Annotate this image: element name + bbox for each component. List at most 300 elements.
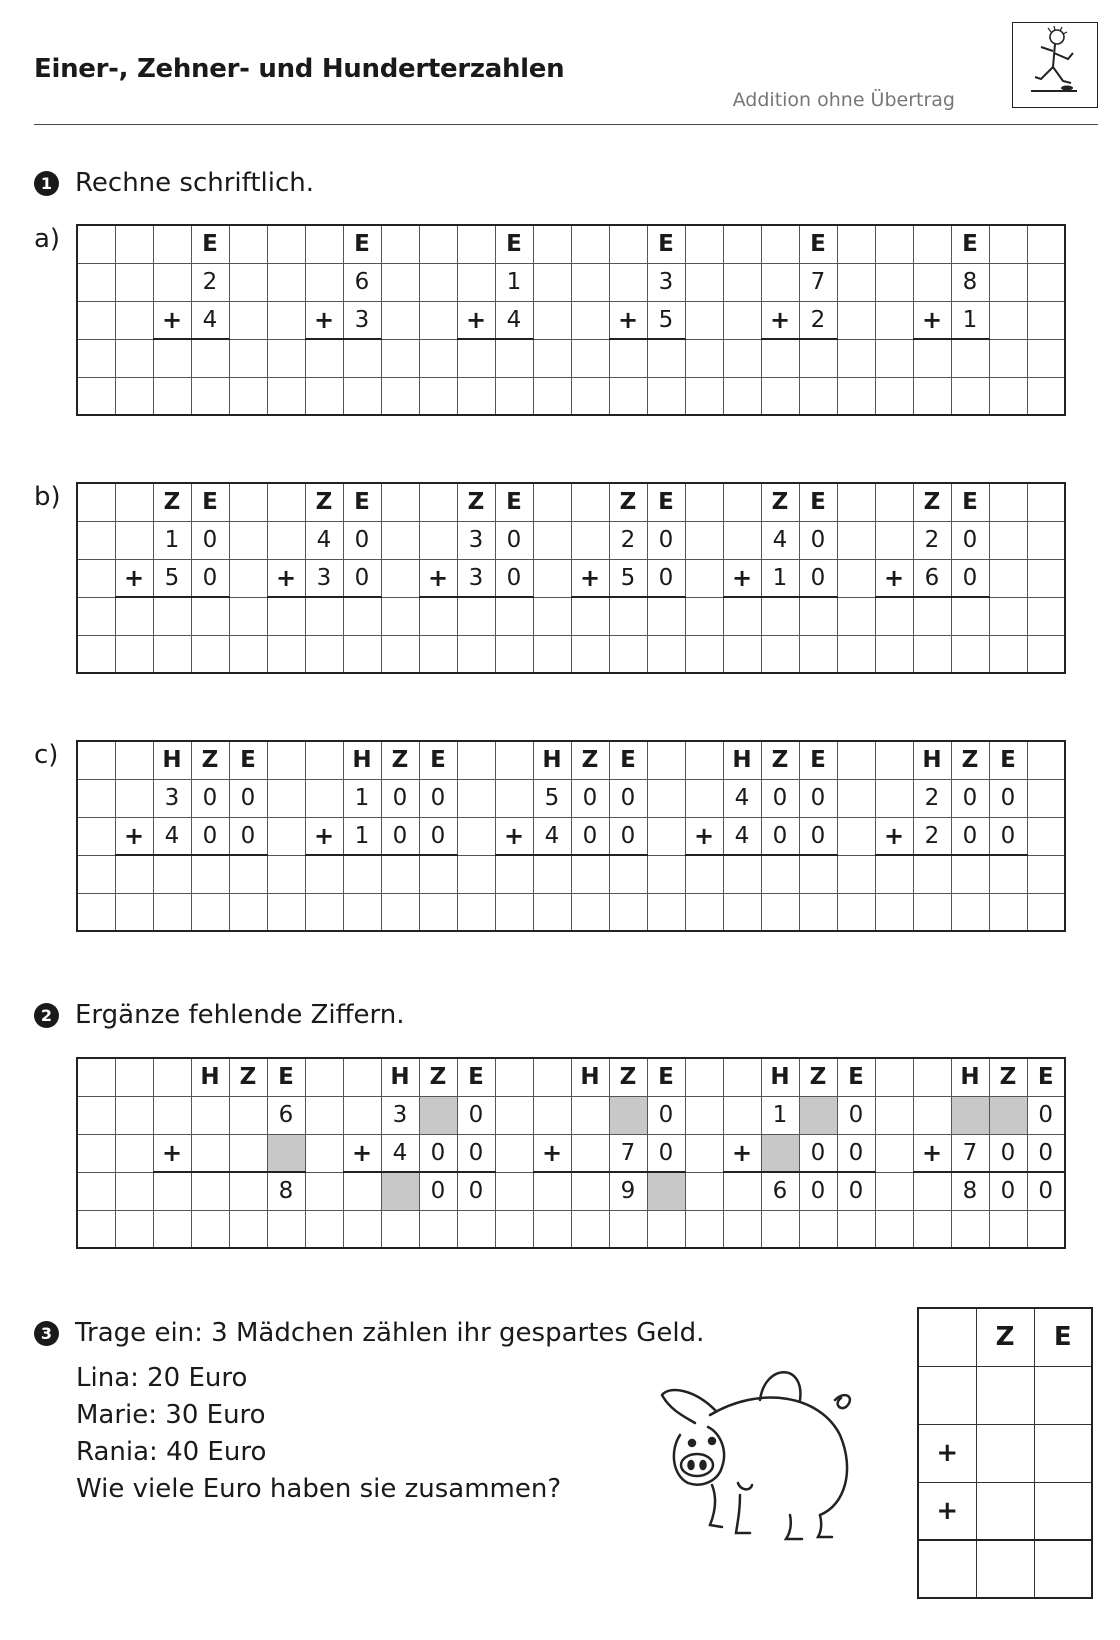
grid-cell[interactable] — [305, 1134, 343, 1172]
grid-cell[interactable] — [267, 521, 305, 559]
plus-sign[interactable]: + — [571, 559, 609, 597]
digit-cell[interactable]: 2 — [913, 779, 951, 817]
grid-cell[interactable] — [685, 741, 723, 779]
place-value-header[interactable]: E — [799, 741, 837, 779]
grid-cell[interactable] — [685, 225, 723, 263]
grid-cell[interactable] — [115, 741, 153, 779]
grid-cell[interactable] — [1027, 301, 1065, 339]
place-value-header[interactable]: Z — [951, 741, 989, 779]
place-value-header[interactable]: E — [951, 483, 989, 521]
digit-cell[interactable]: 7 — [951, 1134, 989, 1172]
place-value-header[interactable]: E — [837, 1058, 875, 1096]
answer-cell[interactable] — [976, 1366, 1034, 1424]
answer-cell[interactable] — [976, 1540, 1034, 1598]
grid-cell[interactable] — [875, 339, 913, 377]
grid-cell[interactable] — [837, 301, 875, 339]
answer-cell[interactable] — [918, 1308, 976, 1366]
grid-cell[interactable] — [381, 1210, 419, 1248]
grid-cell[interactable] — [115, 597, 153, 635]
digit-cell[interactable]: 3 — [343, 301, 381, 339]
answer-cell[interactable] — [918, 1540, 976, 1598]
plus-sign[interactable]: + — [723, 559, 761, 597]
grid-cell[interactable] — [77, 225, 115, 263]
grid-cell[interactable] — [723, 521, 761, 559]
digit-cell[interactable]: 0 — [191, 817, 229, 855]
digit-cell[interactable]: 7 — [609, 1134, 647, 1172]
grid-cell[interactable] — [647, 855, 685, 893]
grid-cell[interactable] — [381, 225, 419, 263]
grid-cell[interactable] — [267, 301, 305, 339]
digit-cell[interactable]: 6 — [761, 1172, 799, 1210]
grid-cell[interactable] — [913, 377, 951, 415]
grid-cell[interactable] — [229, 893, 267, 931]
digit-cell[interactable]: 0 — [419, 779, 457, 817]
grid-cell[interactable] — [191, 1210, 229, 1248]
grid-cell[interactable] — [837, 1210, 875, 1248]
grid-cell[interactable] — [609, 1210, 647, 1248]
grid-cell[interactable] — [305, 779, 343, 817]
digit-cell[interactable]: 0 — [495, 521, 533, 559]
grid-cell[interactable] — [305, 339, 343, 377]
place-value-header[interactable]: Z — [305, 483, 343, 521]
place-value-header[interactable]: Z — [153, 483, 191, 521]
grid-cell[interactable] — [267, 597, 305, 635]
digit-cell[interactable]: 0 — [1027, 1134, 1065, 1172]
grid-cell[interactable] — [419, 225, 457, 263]
place-value-header[interactable]: Z — [609, 483, 647, 521]
digit-cell[interactable]: 0 — [457, 1134, 495, 1172]
grid-cell[interactable] — [685, 855, 723, 893]
missing-digit-input[interactable] — [951, 1096, 989, 1134]
grid-cell[interactable] — [647, 377, 685, 415]
grid-cell[interactable] — [571, 339, 609, 377]
grid-cell[interactable] — [381, 521, 419, 559]
grid-cell[interactable] — [115, 377, 153, 415]
plus-sign[interactable]: + — [913, 1134, 951, 1172]
digit-cell[interactable]: 0 — [457, 1172, 495, 1210]
place-value-header[interactable]: Z — [229, 1058, 267, 1096]
grid-cell[interactable] — [1027, 377, 1065, 415]
digit-cell[interactable]: 4 — [191, 301, 229, 339]
digit-cell[interactable]: 0 — [989, 1134, 1027, 1172]
grid-cell[interactable] — [153, 225, 191, 263]
digit-cell[interactable]: 4 — [153, 817, 191, 855]
grid-cell[interactable] — [533, 1210, 571, 1248]
place-value-header[interactable]: H — [571, 1058, 609, 1096]
grid-cell[interactable] — [77, 559, 115, 597]
grid-cell[interactable] — [571, 635, 609, 673]
digit-cell[interactable]: 0 — [191, 559, 229, 597]
grid-cell[interactable] — [989, 483, 1027, 521]
grid-cell[interactable] — [951, 635, 989, 673]
grid-cell[interactable] — [77, 1134, 115, 1172]
grid-cell[interactable] — [381, 377, 419, 415]
place-value-header[interactable]: H — [343, 741, 381, 779]
plus-sign[interactable]: + — [761, 301, 799, 339]
grid-cell[interactable] — [989, 635, 1027, 673]
grid-cell[interactable] — [191, 339, 229, 377]
grid-cell[interactable] — [913, 1172, 951, 1210]
grid-cell[interactable] — [153, 1172, 191, 1210]
grid-cell[interactable] — [191, 635, 229, 673]
grid-cell[interactable] — [1027, 263, 1065, 301]
grid-cell[interactable] — [533, 263, 571, 301]
grid-cell[interactable] — [685, 483, 723, 521]
place-value-header[interactable]: E — [191, 483, 229, 521]
grid-cell[interactable] — [191, 597, 229, 635]
grid-cell[interactable] — [77, 1210, 115, 1248]
place-value-header[interactable]: Z — [381, 741, 419, 779]
grid-cell[interactable] — [647, 339, 685, 377]
grid-cell[interactable] — [381, 483, 419, 521]
grid-cell[interactable] — [267, 779, 305, 817]
grid-cell[interactable] — [685, 301, 723, 339]
grid-cell[interactable] — [761, 855, 799, 893]
grid-cell[interactable] — [571, 597, 609, 635]
grid-cell[interactable] — [761, 893, 799, 931]
grid-cell[interactable] — [229, 597, 267, 635]
grid-cell[interactable] — [875, 301, 913, 339]
grid-cell[interactable] — [495, 741, 533, 779]
place-value-header[interactable]: E — [951, 225, 989, 263]
grid-cell[interactable] — [381, 301, 419, 339]
grid-cell[interactable] — [951, 893, 989, 931]
grid-cell[interactable] — [381, 893, 419, 931]
plus-sign[interactable]: + — [419, 559, 457, 597]
place-value-header[interactable]: E — [229, 741, 267, 779]
grid-cell[interactable] — [837, 597, 875, 635]
grid-cell[interactable] — [153, 339, 191, 377]
grid-cell[interactable] — [533, 597, 571, 635]
grid-cell[interactable] — [343, 1096, 381, 1134]
digit-cell[interactable]: 0 — [1027, 1172, 1065, 1210]
plus-sign[interactable]: + — [305, 817, 343, 855]
digit-cell[interactable]: 3 — [153, 779, 191, 817]
digit-cell[interactable]: 2 — [913, 817, 951, 855]
grid-cell[interactable] — [153, 635, 191, 673]
grid-cell[interactable] — [723, 301, 761, 339]
grid-cell[interactable] — [571, 263, 609, 301]
digit-cell[interactable]: 1 — [761, 1096, 799, 1134]
digit-cell[interactable] — [229, 1096, 267, 1134]
grid-cell[interactable] — [761, 635, 799, 673]
grid-cell[interactable] — [115, 1172, 153, 1210]
grid-cell[interactable] — [229, 339, 267, 377]
place-value-header[interactable]: H — [761, 1058, 799, 1096]
grid-cell[interactable] — [191, 893, 229, 931]
grid-cell[interactable] — [115, 521, 153, 559]
grid-cell[interactable] — [229, 301, 267, 339]
missing-digit-input[interactable] — [609, 1096, 647, 1134]
grid-cell[interactable] — [115, 1134, 153, 1172]
grid-cell[interactable] — [381, 263, 419, 301]
grid-cell[interactable] — [837, 483, 875, 521]
digit-cell[interactable]: 0 — [647, 521, 685, 559]
grid-cell[interactable] — [647, 779, 685, 817]
digit-cell[interactable]: 7 — [799, 263, 837, 301]
answer-cell[interactable] — [1034, 1540, 1092, 1598]
digit-cell[interactable]: 0 — [989, 1172, 1027, 1210]
place-value-header[interactable]: Z — [609, 1058, 647, 1096]
digit-cell[interactable]: 0 — [495, 559, 533, 597]
digit-cell[interactable]: 0 — [761, 817, 799, 855]
grid-cell[interactable] — [913, 225, 951, 263]
grid-cell[interactable] — [913, 855, 951, 893]
grid-cell[interactable] — [115, 855, 153, 893]
grid-cell[interactable] — [343, 597, 381, 635]
grid-cell[interactable] — [799, 855, 837, 893]
grid-cell[interactable] — [229, 225, 267, 263]
grid-cell[interactable] — [305, 741, 343, 779]
place-value-header[interactable]: Z — [457, 483, 495, 521]
grid-cell[interactable] — [685, 1096, 723, 1134]
grid-cell[interactable] — [495, 1096, 533, 1134]
place-value-header[interactable]: H — [723, 741, 761, 779]
digit-cell[interactable]: 4 — [381, 1134, 419, 1172]
grid-cell[interactable] — [647, 817, 685, 855]
grid-cell[interactable] — [571, 855, 609, 893]
grid-cell[interactable] — [381, 597, 419, 635]
grid-cell[interactable] — [419, 377, 457, 415]
grid-cell[interactable] — [951, 339, 989, 377]
grid-cell[interactable] — [837, 225, 875, 263]
grid-cell[interactable] — [267, 635, 305, 673]
grid-cell[interactable] — [837, 779, 875, 817]
grid-cell[interactable] — [1027, 339, 1065, 377]
grid-cell[interactable] — [989, 559, 1027, 597]
digit-cell[interactable]: 0 — [609, 817, 647, 855]
digit-cell[interactable]: 0 — [381, 817, 419, 855]
digit-cell[interactable]: 1 — [951, 301, 989, 339]
grid-cell[interactable] — [305, 225, 343, 263]
grid-cell[interactable] — [1027, 597, 1065, 635]
grid-cell[interactable] — [533, 559, 571, 597]
grid-cell[interactable] — [1027, 483, 1065, 521]
grid-cell[interactable] — [115, 301, 153, 339]
grid-cell[interactable] — [77, 1058, 115, 1096]
grid-cell[interactable] — [533, 339, 571, 377]
digit-cell[interactable]: 6 — [913, 559, 951, 597]
digit-cell[interactable]: 0 — [419, 1134, 457, 1172]
digit-cell[interactable]: 0 — [799, 779, 837, 817]
grid-cell[interactable] — [685, 779, 723, 817]
place-value-header[interactable]: H — [533, 741, 571, 779]
place-value-header[interactable]: E — [799, 483, 837, 521]
digit-cell[interactable]: 0 — [951, 817, 989, 855]
grid-cell[interactable] — [875, 893, 913, 931]
grid-cell[interactable] — [723, 893, 761, 931]
digit-cell[interactable]: 0 — [647, 1134, 685, 1172]
digit-cell[interactable] — [571, 1096, 609, 1134]
grid-cell[interactable] — [685, 1172, 723, 1210]
plus-sign[interactable]: + — [115, 559, 153, 597]
digit-cell[interactable]: 0 — [457, 1096, 495, 1134]
grid-cell[interactable] — [989, 339, 1027, 377]
grid-cell[interactable] — [989, 263, 1027, 301]
grid-cell[interactable] — [723, 263, 761, 301]
grid-cell[interactable] — [647, 635, 685, 673]
grid-cell[interactable] — [647, 741, 685, 779]
place-value-header[interactable]: H — [951, 1058, 989, 1096]
grid-cell[interactable] — [875, 855, 913, 893]
grid-cell[interactable] — [761, 1210, 799, 1248]
grid-cell[interactable] — [419, 893, 457, 931]
grid-cell[interactable] — [571, 377, 609, 415]
digit-cell[interactable]: 0 — [837, 1096, 875, 1134]
grid-cell[interactable] — [77, 779, 115, 817]
grid-cell[interactable] — [875, 597, 913, 635]
grid-cell[interactable] — [571, 893, 609, 931]
digit-cell[interactable]: 0 — [951, 779, 989, 817]
grid-cell[interactable] — [419, 301, 457, 339]
grid-cell[interactable] — [153, 893, 191, 931]
grid-cell[interactable] — [609, 855, 647, 893]
grid-cell[interactable] — [305, 263, 343, 301]
place-value-header[interactable]: Z — [761, 741, 799, 779]
grid-cell[interactable] — [153, 1096, 191, 1134]
digit-cell[interactable]: 5 — [153, 559, 191, 597]
grid-cell[interactable] — [571, 1210, 609, 1248]
grid-cell[interactable] — [723, 597, 761, 635]
grid-cell[interactable] — [77, 263, 115, 301]
place-value-header[interactable]: E — [267, 1058, 305, 1096]
digit-cell[interactable]: 1 — [495, 263, 533, 301]
grid-cell[interactable] — [913, 1058, 951, 1096]
grid-cell[interactable] — [267, 483, 305, 521]
grid-cell[interactable] — [533, 1172, 571, 1210]
place-value-header[interactable]: Z — [419, 1058, 457, 1096]
digit-cell[interactable]: 0 — [609, 779, 647, 817]
grid-cell[interactable] — [343, 1210, 381, 1248]
grid-cell[interactable] — [77, 741, 115, 779]
grid-cell[interactable] — [305, 1096, 343, 1134]
grid-cell[interactable] — [685, 597, 723, 635]
grid-cell[interactable] — [837, 559, 875, 597]
plus-sign[interactable]: + — [267, 559, 305, 597]
missing-digit-input[interactable] — [419, 1096, 457, 1134]
grid-cell[interactable] — [495, 635, 533, 673]
place-value-header[interactable]: H — [381, 1058, 419, 1096]
grid-cell[interactable] — [115, 1058, 153, 1096]
grid-cell[interactable] — [343, 377, 381, 415]
plus-sign[interactable]: + — [115, 817, 153, 855]
place-value-header[interactable]: H — [191, 1058, 229, 1096]
place-value-header[interactable]: E — [419, 741, 457, 779]
digit-cell[interactable]: 0 — [419, 1172, 457, 1210]
grid-cell[interactable] — [115, 483, 153, 521]
grid-cell[interactable] — [685, 635, 723, 673]
plus-sign[interactable]: + — [723, 1134, 761, 1172]
answer-cell[interactable] — [918, 1366, 976, 1424]
grid-cell[interactable] — [723, 1210, 761, 1248]
grid-cell[interactable] — [343, 339, 381, 377]
grid-cell[interactable] — [495, 339, 533, 377]
grid-cell[interactable] — [875, 779, 913, 817]
digit-cell[interactable]: 1 — [343, 817, 381, 855]
grid-cell[interactable] — [77, 377, 115, 415]
grid-cell[interactable] — [1027, 893, 1065, 931]
grid-cell[interactable] — [229, 635, 267, 673]
grid-cell[interactable] — [115, 635, 153, 673]
grid-cell[interactable] — [419, 597, 457, 635]
place-value-header[interactable]: E — [191, 225, 229, 263]
digit-cell[interactable]: 0 — [951, 521, 989, 559]
grid-cell[interactable] — [1027, 559, 1065, 597]
place-value-header[interactable]: H — [913, 741, 951, 779]
digit-cell[interactable]: 0 — [571, 817, 609, 855]
grid-cell[interactable] — [419, 263, 457, 301]
digit-cell[interactable] — [191, 1096, 229, 1134]
digit-cell[interactable]: 0 — [761, 779, 799, 817]
grid-cell[interactable] — [267, 855, 305, 893]
grid-cell[interactable] — [305, 855, 343, 893]
grid-cell[interactable] — [229, 1210, 267, 1248]
place-value-header[interactable]: E — [1027, 1058, 1065, 1096]
grid-cell[interactable] — [457, 741, 495, 779]
grid-cell[interactable] — [1027, 225, 1065, 263]
grid-cell[interactable] — [305, 1058, 343, 1096]
digit-cell[interactable]: 6 — [343, 263, 381, 301]
grid-cell[interactable] — [685, 377, 723, 415]
grid-cell[interactable] — [571, 521, 609, 559]
grid-cell[interactable] — [609, 597, 647, 635]
grid-cell[interactable] — [419, 339, 457, 377]
digit-cell[interactable]: 4 — [533, 817, 571, 855]
digit-cell[interactable]: 2 — [913, 521, 951, 559]
missing-digit-input[interactable] — [799, 1096, 837, 1134]
digit-cell[interactable]: 3 — [305, 559, 343, 597]
grid-cell[interactable] — [685, 1210, 723, 1248]
grid-cell[interactable] — [913, 339, 951, 377]
digit-cell[interactable]: 3 — [457, 559, 495, 597]
plus-sign[interactable]: + — [685, 817, 723, 855]
digit-cell[interactable]: 0 — [799, 1134, 837, 1172]
grid-cell[interactable] — [343, 1058, 381, 1096]
grid-cell[interactable] — [343, 1172, 381, 1210]
grid-cell[interactable] — [913, 1210, 951, 1248]
digit-cell[interactable] — [191, 1134, 229, 1172]
grid-cell[interactable] — [343, 855, 381, 893]
grid-cell[interactable] — [77, 855, 115, 893]
grid-cell[interactable] — [343, 635, 381, 673]
grid-cell[interactable] — [685, 521, 723, 559]
grid-cell[interactable] — [647, 893, 685, 931]
grid-cell[interactable] — [457, 263, 495, 301]
grid-cell[interactable] — [533, 1058, 571, 1096]
grid-cell[interactable] — [951, 1210, 989, 1248]
grid-cell[interactable] — [799, 339, 837, 377]
place-value-header[interactable]: E — [609, 741, 647, 779]
grid-cell[interactable] — [229, 377, 267, 415]
grid-cell[interactable] — [381, 635, 419, 673]
grid-cell[interactable] — [1027, 1210, 1065, 1248]
grid-cell[interactable] — [457, 817, 495, 855]
digit-cell[interactable]: 8 — [951, 1172, 989, 1210]
digit-cell[interactable] — [229, 1134, 267, 1172]
digit-cell[interactable]: 0 — [647, 559, 685, 597]
digit-cell[interactable]: 4 — [723, 779, 761, 817]
grid-cell[interactable] — [77, 893, 115, 931]
grid-cell[interactable] — [875, 483, 913, 521]
grid-cell[interactable] — [1027, 817, 1065, 855]
grid-cell[interactable] — [837, 263, 875, 301]
digit-cell[interactable]: 0 — [837, 1172, 875, 1210]
grid-cell[interactable] — [799, 635, 837, 673]
grid-cell[interactable] — [77, 635, 115, 673]
grid-cell[interactable] — [77, 817, 115, 855]
digit-cell[interactable]: 0 — [647, 1096, 685, 1134]
grid-cell[interactable] — [533, 377, 571, 415]
